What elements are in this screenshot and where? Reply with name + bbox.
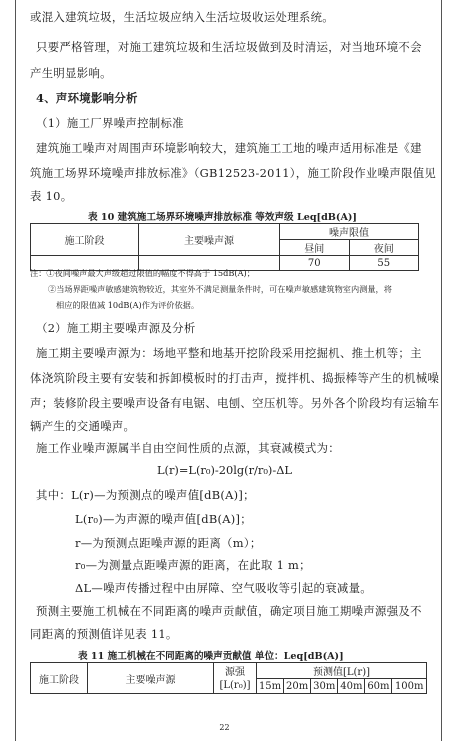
- table11-distance: 100m: [392, 679, 427, 694]
- where-line: ΔL—噪声传播过程中由屏障、空气吸收等引起的衰减量。: [75, 581, 372, 595]
- table10-caption: 表 10 建筑施工场界环境噪声排放标准 等效声级 Leq[dB(A)]: [88, 212, 357, 223]
- subsection-heading: （1）施工厂界噪声控制标准: [36, 116, 184, 130]
- attenuation-formula: L(r)=L(r₀)-20lg(r/r₀)-ΔL: [156, 463, 292, 477]
- table11-caption: 表 11 施工机械在不同距离的噪声贡献值 单位：Leq[dB(A)]: [78, 651, 344, 662]
- text-line: 表 10。: [30, 189, 73, 203]
- table-note: 注：①夜间噪声最大声级超过限值的幅度不得高于 15dB(A)；: [30, 268, 255, 278]
- table11-header-source: 主要噪声源: [88, 663, 214, 694]
- table10-value-day: 70: [280, 256, 350, 271]
- text-line: 建筑施工噪声对周围声环境影响较大，建筑施工工地的噪声适用标准是《建: [36, 141, 422, 155]
- text-line: 声；装修阶段主要噪声设备有电锯、电刨、空压机等。另外各个阶段均有运输车: [30, 396, 440, 410]
- text-line: 施工作业噪声源属半自由空间性质的点源，其衰减模式为：: [36, 441, 340, 455]
- text-line: 辆产生的交通噪声。: [30, 419, 136, 433]
- table11-distance: 40m: [338, 679, 365, 694]
- table10-header-stage: 施工阶段: [31, 224, 139, 256]
- text-line: 同距离的预测值详见表 11。: [30, 627, 178, 641]
- where-line: L(r₀)—为声源的噪声值[dB(A)]；: [75, 512, 252, 526]
- section-heading: 4、声环境影响分析: [36, 91, 138, 105]
- text-line: 筑施工场界环境噪声排放标准》（GB12523-2011），施工阶段作业噪声限值见: [30, 166, 437, 180]
- table10-header-night: 夜间: [349, 240, 419, 256]
- text-line: 施工期主要噪声源为：场地平整和地基开挖阶段采用挖掘机、推土机等；主: [36, 346, 422, 360]
- text-line: 或混入建筑垃圾，生活垃圾应纳入生活垃圾收运处理系统。: [30, 10, 334, 24]
- table11-header-strength: 源强: [214, 663, 257, 679]
- table10-header-limit: 噪声限值: [280, 224, 419, 240]
- table11-distance: 30m: [311, 679, 338, 694]
- where-line: 其中：L(r)—为预测点的噪声值[dB(A)]；: [36, 488, 255, 502]
- table10: [30, 223, 419, 271]
- text-line: 体浇筑阶段主要有安装和拆卸模板时的打击声，搅拌机、捣振棒等产生的机械噪: [30, 371, 440, 385]
- text-line: 预测主要施工机械在不同距离的噪声贡献值，确定项目施工期噪声源强及不: [36, 604, 422, 618]
- table11-distance: 60m: [365, 679, 392, 694]
- table10-value-night: 55: [349, 256, 419, 271]
- where-line: r₀—为测量点距噪声源的距离，在此取 1 m；: [75, 558, 311, 572]
- table11-distance: 15m: [257, 679, 284, 694]
- table10-header-day: 昼间: [280, 240, 350, 256]
- table11-header-strength-unit: [L(r₀)]: [214, 679, 257, 694]
- table11: [30, 662, 427, 694]
- table11-distance: 20m: [284, 679, 311, 694]
- table10-header-source: 主要噪声源: [139, 224, 280, 256]
- table-note: 相应的限值减 10dB(A)作为评价依据。: [56, 300, 200, 310]
- text-line: 产生明显影响。: [30, 66, 112, 80]
- where-line: r—为预测点距噪声源的距离（m）；: [75, 536, 262, 550]
- table11-header-pred: 预测值[L(r)]: [257, 663, 427, 679]
- text-line: 只要严格管理，对施工建筑垃圾和生活垃圾做到及时清运，对当地环境不会: [36, 40, 422, 54]
- table-note: ②当场界距噪声敏感建筑物较近，其室外不满足测量条件时，可在噪声敏感建筑物室内测量，将: [48, 284, 392, 294]
- page-number: 22: [219, 723, 230, 732]
- subsection-heading: （2）施工期主要噪声源及分析: [36, 321, 196, 335]
- table11-header-stage: 施工阶段: [31, 663, 88, 694]
